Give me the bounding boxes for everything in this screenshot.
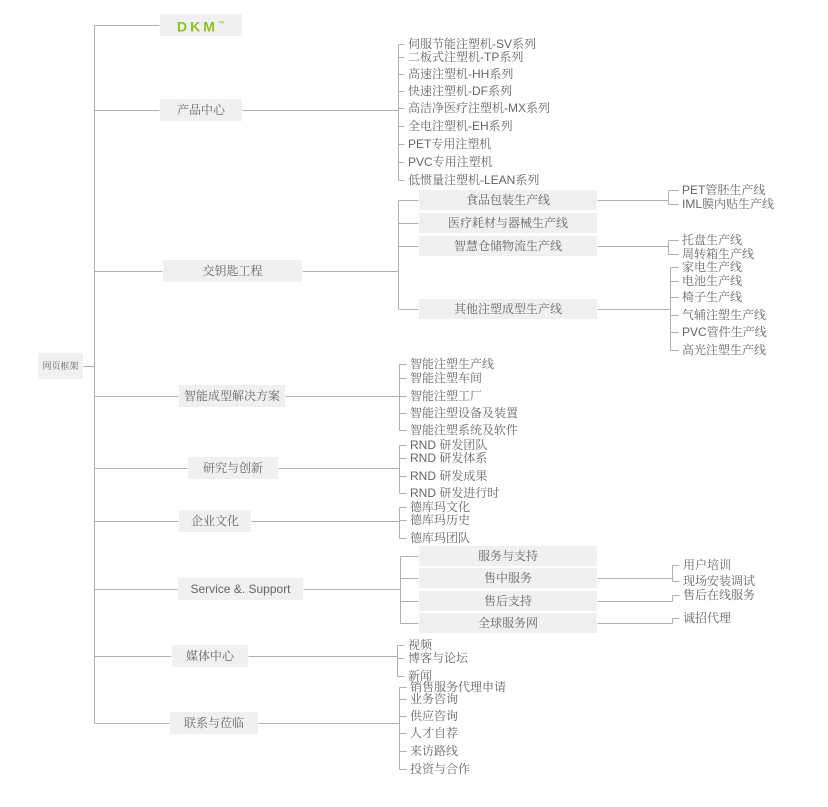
node-label: 交钥匙工程 — [202, 264, 263, 278]
node-crate-line[interactable] — [682, 247, 754, 261]
node-pvc-fitting-line[interactable] — [682, 325, 767, 339]
node-label: 智能注塑设备及装置 — [410, 406, 519, 420]
node-eh-series[interactable] — [408, 119, 513, 133]
node-label: 用户培训 — [683, 558, 732, 572]
node-label: 媒体中心 — [185, 649, 234, 663]
node-label: PVC专用注塑机 — [408, 155, 493, 169]
node-label: DKM — [177, 18, 218, 35]
node-label: 智能注塑生产线 — [410, 357, 495, 371]
node-in-sale-service[interactable] — [419, 568, 597, 588]
node-label: 智能注塑车间 — [410, 371, 483, 385]
node-label: 家电生产线 — [682, 260, 743, 274]
node-label: 全球服务网 — [477, 616, 538, 630]
node-investment-cooperation[interactable] — [410, 762, 470, 776]
node-label: 投资与合作 — [410, 762, 471, 776]
node-label: IML膜内贴生产线 — [682, 197, 775, 211]
node-product-center[interactable] — [160, 99, 242, 121]
node-dkm-logo[interactable] — [160, 14, 242, 36]
node-label: 德库玛团队 — [410, 531, 471, 545]
node-label: 周转箱生产线 — [682, 247, 755, 261]
node-pvc-machine[interactable] — [408, 155, 493, 169]
node-label: 电池生产线 — [682, 274, 743, 288]
node-label: 快速注塑机-DF系列 — [408, 84, 512, 98]
node-label: 智能注塑工厂 — [410, 389, 483, 403]
node-label: 医疗耗材与器械生产线 — [447, 216, 568, 230]
node-agent-recruitment[interactable] — [683, 611, 731, 625]
node-label: 托盘生产线 — [682, 233, 743, 247]
node-label: PET专用注塑机 — [408, 137, 492, 151]
trademark-mark: ™ — [217, 21, 225, 28]
node-user-training[interactable] — [683, 558, 731, 572]
node-smart-software[interactable] — [410, 423, 518, 437]
node-iml-label-line[interactable] — [682, 197, 774, 211]
node-dkm-team[interactable] — [410, 531, 470, 545]
node-label: RND 研发体系 — [410, 451, 488, 465]
node-gas-assist-line[interactable] — [682, 308, 766, 322]
node-pet-machine[interactable] — [408, 137, 491, 151]
node-label: 服务与支持 — [477, 549, 538, 563]
node-label: Service &. Support — [190, 582, 291, 596]
node-other-molding-line[interactable] — [419, 299, 597, 319]
node-dkm-culture[interactable] — [410, 500, 470, 514]
node-high-gloss-line[interactable] — [682, 343, 766, 357]
node-label: 售中服务 — [483, 571, 532, 585]
node-contact-visit[interactable] — [170, 712, 258, 734]
node-label: 全电注塑机-EH系列 — [408, 119, 513, 133]
node-label: 企业文化 — [190, 514, 239, 528]
node-smart-molding-solutions[interactable] — [179, 385, 285, 407]
node-visit-route[interactable] — [410, 744, 458, 758]
node-label: 业务咨询 — [410, 692, 459, 706]
node-corporate-culture[interactable] — [179, 510, 251, 532]
node-rnd-ongoing[interactable] — [410, 486, 499, 500]
node-appliance-line[interactable] — [682, 260, 742, 274]
node-blog-forum[interactable] — [408, 651, 468, 665]
node-smart-equipment[interactable] — [410, 406, 518, 420]
node-turnkey-project[interactable] — [163, 260, 302, 282]
node-label: 视频 — [408, 638, 433, 652]
node-label: 德库玛历史 — [410, 513, 471, 527]
node-smart-production-line[interactable] — [410, 357, 494, 371]
node-label: 德库玛文化 — [410, 500, 471, 514]
node-label: 智慧仓储物流生产线 — [453, 239, 562, 253]
node-label: 其他注塑成型生产线 — [453, 302, 562, 316]
node-label: 博客与论坛 — [408, 651, 469, 665]
node-hh-series[interactable] — [408, 67, 513, 81]
node-video[interactable] — [408, 638, 432, 652]
node-medical-consumables-line[interactable] — [419, 213, 597, 233]
node-label: 售后支持 — [483, 594, 532, 608]
node-df-series[interactable] — [408, 84, 512, 98]
node-label: 伺服节能注塑机-SV系列 — [408, 37, 537, 51]
node-rnd-system[interactable] — [410, 451, 487, 465]
node-label: 二板式注塑机-TP系列 — [408, 50, 524, 64]
node-online-after-service[interactable] — [683, 588, 755, 602]
node-label: 智能注塑系统及软件 — [410, 423, 519, 437]
node-label: 高洁净医疗注塑机-MX系列 — [408, 101, 550, 115]
node-chair-line[interactable] — [682, 290, 742, 304]
node-pallet-line[interactable] — [682, 233, 742, 247]
node-label: RND 研发进行时 — [410, 486, 500, 500]
node-label: PVC管件生产线 — [682, 325, 767, 339]
node-label: 联系与莅临 — [183, 716, 244, 730]
node-label: 智能成型解决方案 — [183, 389, 280, 403]
node-label: 网页框架 — [42, 361, 79, 371]
node-onsite-installation[interactable] — [683, 574, 755, 588]
node-business-inquiry[interactable] — [410, 692, 458, 706]
node-label: RND 研发团队 — [410, 438, 488, 452]
node-supply-inquiry[interactable] — [410, 709, 458, 723]
node-label: 现场安装调试 — [683, 574, 756, 588]
node-rnd-achievements[interactable] — [410, 469, 487, 483]
node-label: 诚招代理 — [683, 611, 732, 625]
node-smart-factory[interactable] — [410, 389, 482, 403]
node-tp-series[interactable] — [408, 50, 523, 64]
node-lean-series[interactable] — [408, 173, 539, 187]
node-label: 新闻 — [408, 669, 433, 683]
node-mx-series[interactable] — [408, 101, 550, 115]
node-sv-series[interactable] — [408, 37, 536, 51]
node-sitemap-root[interactable] — [38, 353, 83, 379]
node-label: 人才自荐 — [410, 726, 459, 740]
node-smart-workshop[interactable] — [410, 371, 482, 385]
node-label: 高光注塑生产线 — [682, 343, 767, 357]
node-label: 气辅注塑生产线 — [682, 308, 767, 322]
node-label: 销售服务代理申请 — [410, 680, 507, 694]
node-label: RND 研发成果 — [410, 469, 488, 483]
node-label: 供应咨询 — [410, 709, 459, 723]
node-label: 高速注塑机-HH系列 — [408, 67, 514, 81]
node-service-support[interactable] — [178, 578, 303, 600]
node-label: 低惯量注塑机-LEAN系列 — [408, 173, 540, 187]
node-label: PET管胚生产线 — [682, 183, 766, 197]
node-label: 研究与创新 — [202, 461, 263, 475]
node-pet-preform-line[interactable] — [682, 183, 765, 197]
node-service-and-support-box[interactable] — [419, 546, 597, 566]
node-dkm-history[interactable] — [410, 513, 470, 527]
node-after-sale-support[interactable] — [419, 591, 597, 611]
node-rnd-team[interactable] — [410, 438, 487, 452]
node-smart-warehouse-line[interactable] — [419, 236, 597, 256]
node-battery-line[interactable] — [682, 274, 742, 288]
node-research-innovation[interactable] — [188, 457, 278, 479]
node-label: 产品中心 — [176, 103, 225, 117]
node-label: 售后在线服务 — [683, 588, 756, 602]
node-label: 椅子生产线 — [682, 290, 743, 304]
node-media-center[interactable] — [172, 645, 248, 667]
node-global-service-network[interactable] — [419, 613, 597, 633]
node-talent-recommendation[interactable] — [410, 726, 458, 740]
node-food-packaging-line[interactable] — [419, 190, 597, 210]
node-label: 来访路线 — [410, 744, 459, 758]
node-label: 食品包装生产线 — [465, 193, 550, 207]
